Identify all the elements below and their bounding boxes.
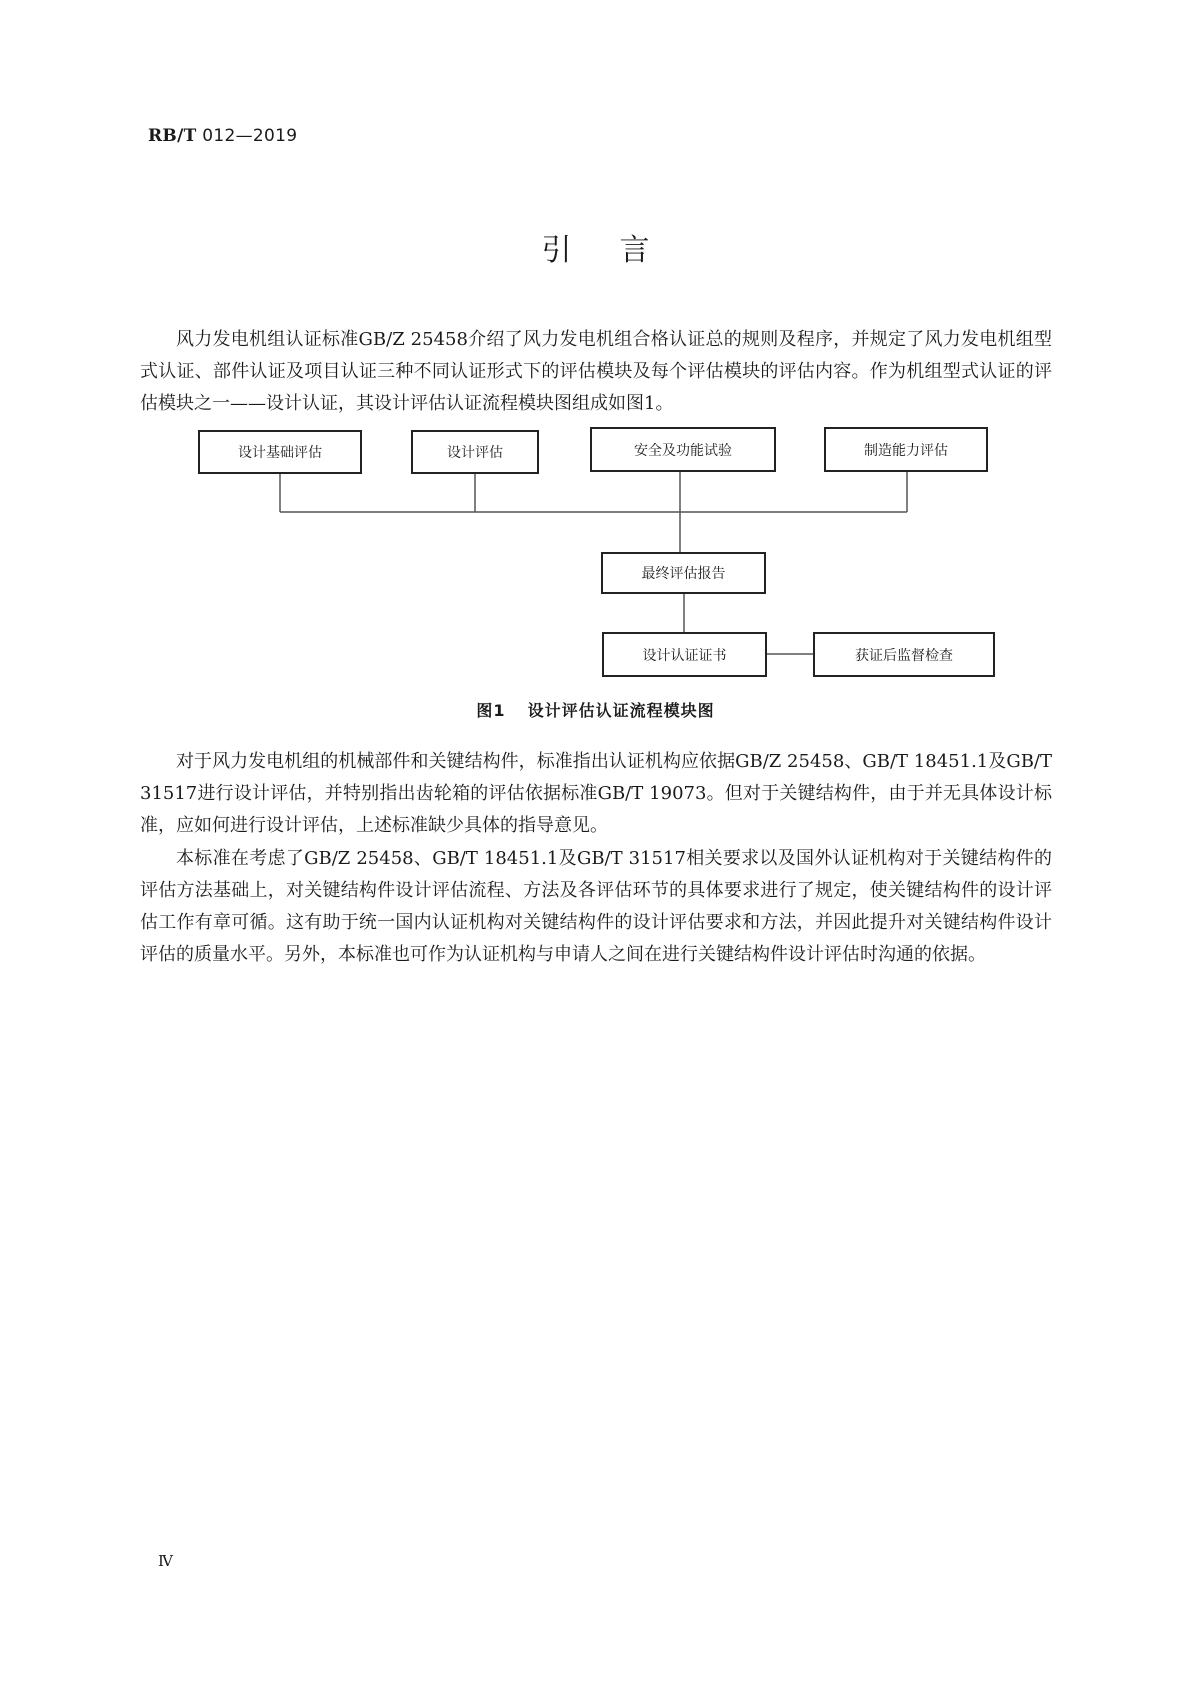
page-number: Ⅳ [158,1552,173,1570]
box-certificate [602,632,767,677]
box-certificate-label: 设计认证证书 [642,647,727,664]
box-final-report-label: 最终评估报告 [641,566,726,582]
box-design-eval [411,430,539,474]
page-title: 引言 [541,233,698,268]
box-manufacturing [824,427,988,472]
figure-caption [0,698,1191,721]
box-safety-test [590,427,776,472]
figure-title: 设计评估认证流程模块图 [527,701,715,720]
document-code [148,126,297,146]
box-design-basis-label: 设计基础评估 [238,445,322,461]
flow-diagram [0,420,1191,690]
box-safety-test-label: 安全及功能试验 [634,442,732,459]
box-design-basis [198,430,362,474]
paragraph-intro: 风力发电机组认证标准GB/Z 25458介绍了风力发电机组合格认证总的规则及程序，并规定了风力发电机组型式认证、部件认证及项目认证三种不同认证形式下的评估模块及每个评估模块的评估内容。作为机组型式认证的评估模块之一——设计认证，其设计评估认证流程模块图组成如图1。 [140,329,1052,414]
box-manufacturing-label: 制造能力评估 [864,442,948,459]
figure-number: 图1 [476,701,506,720]
box-final-report [601,552,766,594]
box-surveillance [813,632,995,677]
box-surveillance-label: 获证后监督检查 [855,647,953,664]
paragraph-mechanical: 对于风力发电机组的机械部件和关键结构件，标准指出认证机构应依据GB/Z 25458、GB/T 18451.1及GB/T 31517进行设计评估，并特别指出齿轮箱的评估依据标准GB/T 19073。但对于关键结构件，由于并无具体设计标准，应如何进行设计评估，上述标准缺少具体的指导意见。 [140,751,1052,836]
document-code-prefix: RB/T [148,126,197,146]
document-code-number: 012—2019 [202,126,298,146]
paragraph-scope: 本标准在考虑了GB/Z 25458、GB/T 18451.1及GB/T 31517相关要求以及国外认证机构对于关键结构件的评估方法基础上，对关键结构件设计评估流程、方法及各评估环节的具体要求进行了规定，使关键结构件的设计评估工作有章可循。这有助于统一国内认证机构对关键结构件的设计评估要求和方法，并因此提升对关键结构件设计评估的质量水平。另外，本标准也可作为认证机构与申请人之间在进行关键结构件设计评估时沟通的依据。 [140,848,1052,965]
box-design-eval-label: 设计评估 [447,445,503,461]
